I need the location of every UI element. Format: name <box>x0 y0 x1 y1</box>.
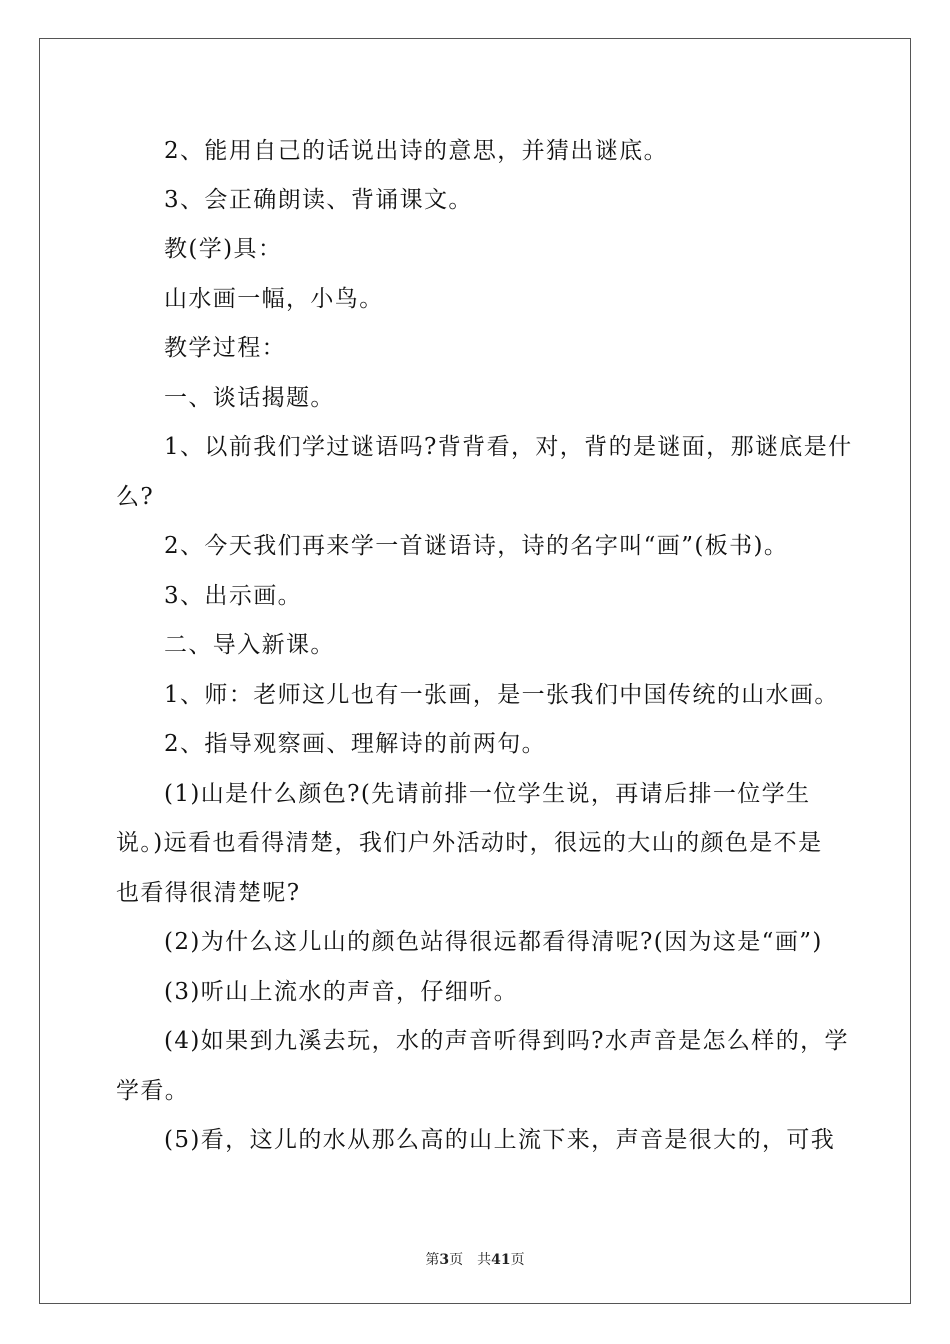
text-line: 2、指导观察画、理解诗的前两句。 <box>164 731 547 757</box>
text-line: (3)听山上流水的声音，仔细听。 <box>164 979 518 1005</box>
text-line: 也看得很清楚呢? <box>116 880 301 906</box>
total-page-count: 41 <box>491 1252 511 1268</box>
text-line: 2、今天我们再来学一首谜语诗，诗的名字叫“画”(板书)。 <box>164 533 789 559</box>
text-line: 教学过程： <box>164 335 286 361</box>
text-line: 说。)远看也看得清楚，我们户外活动时，很远的大山的颜色是不是 <box>116 830 823 856</box>
text-line: 3、会正确朗读、背诵课文。 <box>164 187 473 213</box>
text-line: 一、谈话揭题。 <box>164 385 335 411</box>
page-footer <box>0 1249 950 1269</box>
page-frame <box>39 38 911 1304</box>
text-line: 教(学)具： <box>164 236 283 262</box>
text-line: 1、以前我们学过谜语吗?背背看，对，背的是谜面，那谜底是什 <box>164 434 853 460</box>
text-line: (4)如果到九溪去玩，水的声音听得到吗?水声音是怎么样的，学 <box>164 1028 849 1054</box>
footer-mid: 页 共 <box>449 1252 492 1268</box>
text-line: 学看。 <box>116 1078 190 1104</box>
footer-suffix: 页 <box>510 1252 525 1268</box>
text-line: (1)山是什么颜色?(先请前排一位学生说，再请后排一位学生 <box>164 781 811 807</box>
footer-prefix: 第 <box>425 1252 440 1268</box>
current-page-number: 3 <box>439 1252 450 1268</box>
text-line: 3、出示画。 <box>164 583 303 609</box>
text-line: (5)看，这儿的水从那么高的山上流下来，声音是很大的，可我 <box>164 1127 836 1153</box>
text-line: 2、能用自己的话说出诗的意思，并猜出谜底。 <box>164 138 669 164</box>
text-line: 二、导入新课。 <box>164 632 335 658</box>
text-line: (2)为什么这儿山的颜色站得很远都看得清呢?(因为这是“画”) <box>164 929 823 955</box>
text-line: 1、师：老师这儿也有一张画，是一张我们中国传统的山水画。 <box>164 682 839 708</box>
text-line: 山水画一幅，小鸟。 <box>164 286 384 312</box>
text-line: 么? <box>116 484 155 510</box>
